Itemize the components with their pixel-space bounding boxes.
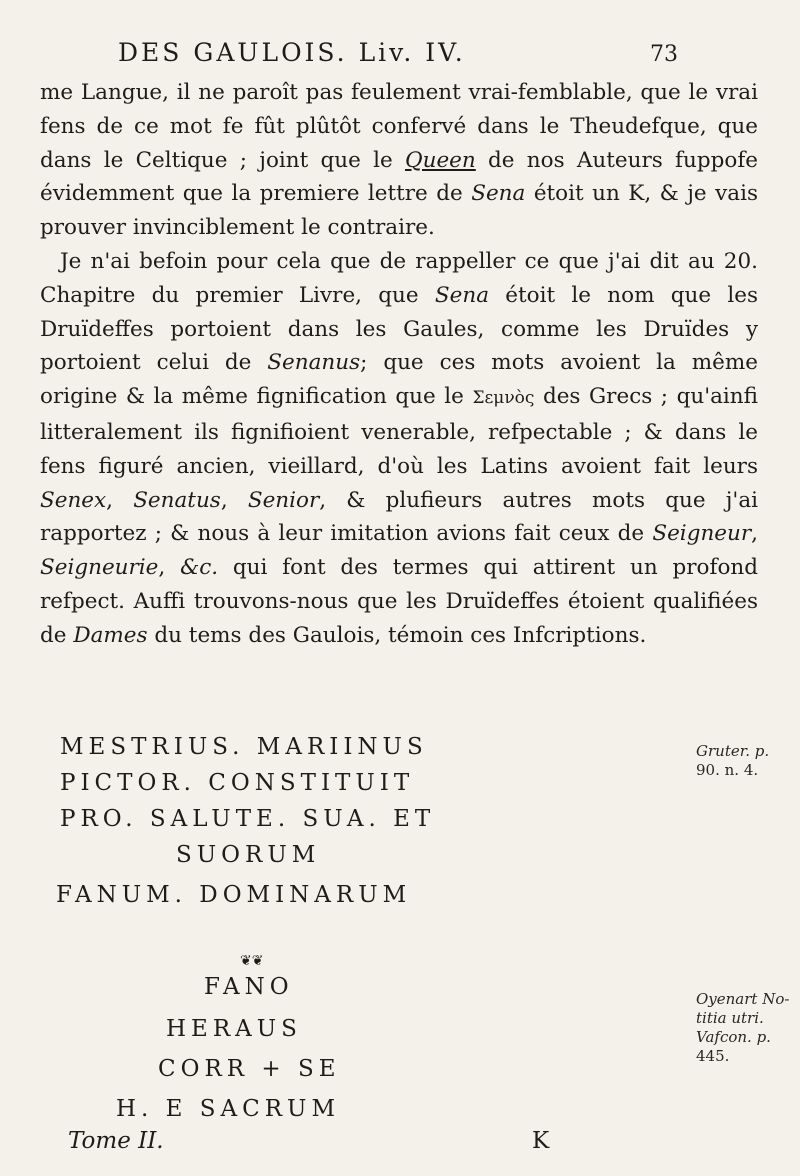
italic-sena: Sena [471,181,526,207]
volume-label: Tome II. [68,1128,164,1154]
inscription-2-line-2: HERAUS [166,1016,302,1042]
inscription-2-line-1: FANO [204,974,294,1000]
paragraph-1: me Langue, il ne paroît pas feulement vrai-femblable, que le vrai fens de ce mot fe fût plûtôt confervé dans le Theudefque, que dans le Celtique ; joint que le Queen de nos Auteurs fuppofe évidemment que la premiere lettre de Sena étoit un K, & je vais prouver invinciblement le contraire. [40,80,759,241]
inscription-2-line-3: CORR + SE [158,1056,341,1082]
inscription-1-line-2: PICTOR. CONSTITUIT [60,770,415,796]
signature-mark: K [532,1128,550,1154]
margin-note-oyenart: Oyenart No- titia utri. Vafcon. p. 445. [696,990,790,1065]
paragraph-2: Je n'ai befoin pour cela que de rappeller ce que j'ai dit au 20. Chapitre du premier Livre, que Sena étoit le nom que les Druïdeffes portoient dans les Gaules, comme les Druïdes y portoient celui de Senanus; que ces mots avoient la même origine & la même fignification que le Σεμνὸς des Grecs ; qu'ainfi litteralement ils fignifioient venerable, refpectable ; & dans le fens figuré ancien, vieillard, d'où les Latins avoient fait leurs Senex, Senatus, Senior, & plufieurs autres mots que j'ai rapportez ; & nous à leur imitation avions fait ceux de Seigneur, Seigneurie, &c. qui font des termes qui attirent un profond refpect. Auffi trouvons-nous que les Druïdeffes étoient qualifiées de Dames du tems des Gaulois, témoin ces Infcriptions. [40,248,759,648]
running-head-title: DES GAULOIS. Liv. IV. [118,38,466,67]
inscription-1-line-5: FANUM. DOMINARUM [56,882,412,908]
body-text [40,76,758,653]
running-head [118,38,678,67]
greek-word: Σεμνὸς [472,388,535,409]
inscription-1-line-4: SUORUM [176,842,321,868]
ornament-icon: ❦❦ [240,953,264,969]
inscription-1-line-1: MESTRIUS. MARIINUS [60,734,428,760]
margin-note-gruter: Gruter. p. 90. n. 4. [696,742,770,779]
inscription-1-line-3: PRO. SALUTE. SUA. ET [60,806,436,832]
page-number: 73 [650,42,678,67]
italic-queen: Queen [404,147,476,173]
inscription-2-line-4: H. E SACRUM [116,1096,340,1122]
